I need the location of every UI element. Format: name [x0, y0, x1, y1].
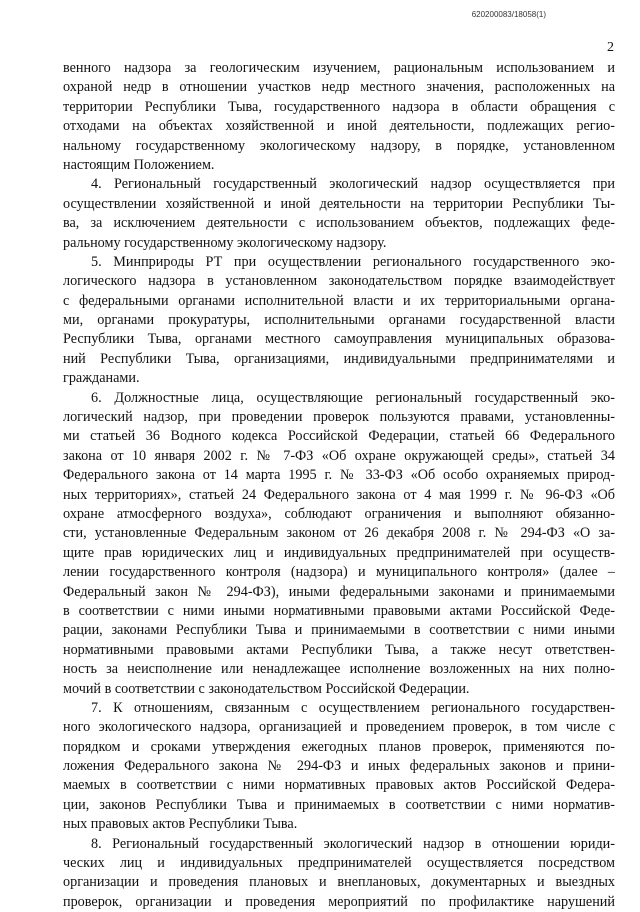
text-line: ного экологического надзора, организацией и проведением проверок, в том числе с: [63, 719, 615, 736]
text-line: Республики Тыва, органами местного самоуправления муниципальных образова-: [63, 331, 615, 348]
text-line: с федеральными органами исполнительной власти и их территориальными органа-: [63, 292, 615, 309]
text-line: 8. Региональный государственный экологический надзор в отношении юриди-: [91, 835, 615, 852]
text-line: рации, законами Республики Тыва и принимаемыми в соответствии с ними иными: [63, 622, 615, 639]
text-line: 7. К отношениям, связанным с осуществлением регионального государствен-: [91, 699, 615, 716]
text-line: ральному государственному экологическому надзору.: [63, 234, 387, 251]
text-line: осуществлении хозяйственной и иной деятельности на территории Республики Ты-: [63, 195, 615, 212]
text-line: настоящим Положением.: [63, 156, 215, 173]
text-line: ность за неисполнение или ненадлежащее исполнение возложенных на них полно-: [63, 661, 615, 678]
text-line: венного надзора за геологическим изучением, рациональным использованием и: [63, 60, 615, 76]
text-line: 5. Минприроды РТ при осуществлении регионального государственного эко-: [91, 253, 615, 270]
text-line: логического надзора в установленном законодательством порядке взаимодействует: [63, 273, 615, 290]
text-line: ческих лиц и индивидуальных предпринимателей осуществляется посредством: [63, 855, 615, 872]
text-line: территории Республики Тыва, государственного надзора в области обращения с: [63, 98, 615, 115]
text-line: маемых в соответствии с ними нормативных правовых актов Российской Федера-: [63, 777, 615, 794]
text-line: 4. Региональный государственный экологический надзор осуществляется при: [91, 176, 615, 193]
text-line: 6. Должностные лица, осуществляющие региональный государственный эко-: [91, 389, 615, 406]
text-line: Федеральный закон № 294-ФЗ), иными федеральными законами и принимаемыми: [63, 583, 615, 600]
document-body: [63, 59, 615, 912]
text-line: в соответствии с ними иными нормативными правовыми актами Российской Феде-: [63, 602, 615, 619]
text-line: ми статьей 36 Водного кодекса Российской Федерации, статьей 66 Федерального: [63, 428, 615, 445]
text-line: нальному государственному экологическому надзору, в порядке, установленном: [63, 137, 615, 154]
text-line: щите прав юридических лиц и индивидуальных предпринимателей при осуществ-: [63, 544, 615, 561]
text-line: ми, органами прокуратуры, исполнительными органами государственной власти: [63, 312, 615, 329]
text-line: закона от 10 января 2002 г. № 7-ФЗ «Об охране окружающей среды», статьей 34: [63, 447, 615, 464]
text-line: охране атмосферного воздуха», соблюдают ограничения и выполняют обязанно-: [63, 505, 615, 522]
text-line: ва, за исключением деятельности с использованием объектов, подлежащих феде-: [63, 215, 615, 232]
text-line: ных территориях», статьей 24 Федерального закона от 4 мая 1999 г. № 96-ФЗ «Об: [63, 486, 615, 503]
text-line: сти, установленные Федеральным законом от 26 декабря 2008 г. № 294-ФЗ «О за-: [63, 525, 615, 542]
text-line: Федерального закона от 14 марта 1995 г. № 33-ФЗ «Об особо охраняемых природ-: [63, 467, 615, 484]
text-line: ции, законов Республики Тыва и принимаемых в соответствии с ними норматив-: [63, 796, 615, 813]
text-line: гражданами.: [63, 370, 140, 387]
text-line: отходами на объектах хозяйственной и иной деятельности, подлежащих регио-: [63, 118, 615, 135]
text-line: ложения Федерального закона № 294-ФЗ и иных федеральных законов и прини-: [63, 758, 615, 775]
text-line: логический надзор, при проведении проверок пользуются правами, установленны-: [63, 409, 615, 426]
text-line: ний Республики Тыва, организациями, индивидуальными предпринимателями и: [63, 350, 615, 367]
text-line: ных правовых актов Республики Тыва.: [63, 816, 298, 833]
text-line: мочий в соответствии с законодательством Российской Федерации.: [63, 680, 470, 697]
text-line: порядком и сроками утверждения ежегодных планов проверок, применяются по-: [63, 738, 615, 755]
text-line: нормативными правовыми актами Республики Тыва, а также несут ответствен-: [63, 641, 615, 658]
text-line: охраной недр в отношении участков недр местного значения, расположенных на: [63, 79, 615, 96]
page-number: 2: [607, 40, 614, 55]
text-line: организации и проведения плановых и внеплановых, документарных и выездных: [63, 874, 615, 891]
text-line: проверок, организации и проведения мероприятий по профилактике нарушений: [63, 893, 615, 910]
text-line: лении государственного контроля (надзора) и муниципального контроля» (далее –: [63, 564, 615, 581]
document-id: 620200083/18058(1): [471, 10, 546, 19]
